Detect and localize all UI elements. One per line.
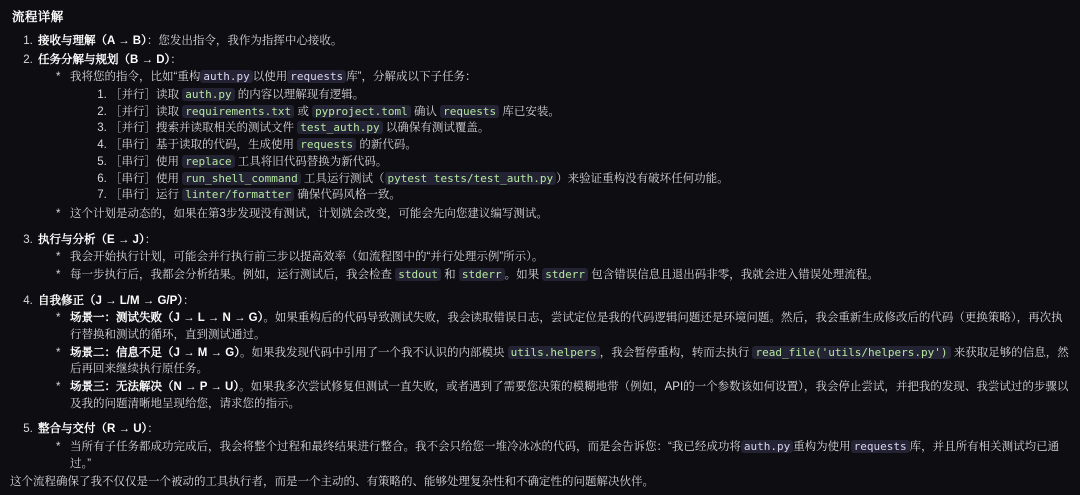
step-heading: 2. 任务分解与规划（B → D）： [38, 53, 182, 66]
inline-code: requests [287, 70, 346, 83]
step-heading: 4. 自我修正（J → L/M → G/P）： [38, 294, 195, 307]
inline-code: requests [440, 105, 499, 118]
step-heading-label: 任务分解与规划（B → D） [38, 53, 171, 66]
inline-code: replace [182, 155, 234, 168]
subtask-item: 1. ［并行］读取 auth.py 的内容以理解现有逻辑。 [110, 87, 1070, 104]
bullet-item: * 场景一：测试失败（J → L → N → G）。如果重构后的代码导致测试失败，我会读取错误日志，尝试定位是我的代码逻辑问题还是环境问题。然后，我会重新生成修改后的代码（更换策略），再次执行替换和测试的循环，直到测试通过。 [56, 310, 1070, 343]
bullet-item: * 场景三：无法解决（N → P → U）。如果我多次尝试修复但测试一直失败，或者遇到了需要您决策的模糊地带（例如，API的一个参数该如何设置），我会停止尝试，并把我的发现、我尝试过的步骤以及我的问题清晰地呈现给您，请求您的指示。 [56, 379, 1070, 412]
step-heading: 1. 接收与理解（A → B）：您发出指令，我作为指挥中心接收。 [38, 35, 343, 48]
step-heading-label: 接收与理解（A → B） [38, 35, 147, 48]
subtask-item: 3. ［并行］搜索并读取相关的测试文件 test_auth.py 以确保有测试覆盖。 [110, 120, 1070, 137]
bullet-item: * 场景二：信息不足（J → M → G）。如果我发现代码中引用了一个我不认识的内部模块 utils.helpers ，我会暂停重构，转而去执行 read_file('utils/helpers.py') 来获取足够的信息，然后再回来继续执行原任务。 [56, 345, 1070, 378]
subtask-item: 4. ［串行］基于读取的代码，生成使用 requests 的新代码。 [110, 137, 1070, 154]
subtask-item: 6. ［串行］使用 run_shell_command 工具运行测试（ pytest tests/test_auth.py ）来验证重构没有破坏任何功能。 [110, 171, 1070, 188]
bullet-item: * 我将您的指令，比如“重构 auth.py 以使用 requests 库”，分解成以下子任务： 1. ［并行］读取 auth.py 的内容以理解现有逻辑。 2. ［并行］读取 requirements.txt 或 pyproject.toml 确认 requests 库已安装。 3. ［并行］搜索并读取相关的测试文件 test_auth.py 以确保有测试覆盖。 4. ［串行］基于读取的代码，生成使用 requests 的新代码。 5. ［串行］使用 replace 工具将旧代码替换为新代码。 6. ［串行］使用 run_shell_command 工具运行测试（ pytest tests/test_auth.py ）来验证重构没有破坏任何功能。 7. ［串行］运行 linter/formatter 确保代码风格一致。 [56, 69, 1070, 203]
inline-code: auth.py [182, 88, 234, 101]
inline-code: utils.helpers [508, 346, 600, 359]
step-bullet-list [38, 69, 1070, 222]
inline-code: stdout [395, 268, 441, 281]
step-item [36, 52, 1070, 223]
step-item [36, 33, 1070, 50]
step-heading-label: 整合与交付（R → U） [38, 423, 148, 436]
bullet-item: * 我会开始执行计划，可能会并行执行前三步以提高效率（如流程图中的“并行处理示例”所示）。 [56, 249, 1070, 266]
scenario-label: 场景三：无法解决（N → P → U） [70, 380, 240, 393]
step-heading-label: 自我修正（J → L/M → G/P） [38, 294, 184, 307]
subtask-list [70, 87, 1070, 204]
inline-code: run_shell_command [182, 172, 301, 185]
inline-code: stderr [542, 268, 588, 281]
inline-code: auth.py [741, 440, 793, 453]
inline-code: requirements.txt [182, 105, 294, 118]
step-heading: 3. 执行与分析（E → J）： [38, 233, 157, 246]
bullet-item: * 当所有子任务都成功完成后，我会将整个过程和最终结果进行整合。我不会只给您一堆冷冰冰的代码，而是会告诉您：“我已经成功将 auth.py 重构为使用 requests 库，并且所有相关测试均已通过。” [56, 439, 1070, 472]
step-item [36, 293, 1070, 413]
scenario-label: 场景一：测试失败（J → L → N → G） [70, 312, 264, 325]
step-bullet-list [38, 439, 1070, 472]
inline-code: pyproject.toml [312, 105, 411, 118]
step-bullet-list [38, 249, 1070, 283]
inline-code: test_auth.py [297, 121, 382, 134]
subtask-item: 7. ［串行］运行 linter/formatter 确保代码风格一致。 [110, 187, 1070, 204]
page-title: 流程详解 [12, 10, 64, 24]
step-bullet-list [38, 310, 1070, 412]
bullet-item: * 每一步执行后，我都会分析结果。例如，运行测试后，我会检查 stdout 和 stderr 。如果 stderr 包含错误信息且退出码非零，我就会进入错误处理流程。 [56, 267, 1070, 284]
subtask-item: 2. ［并行］读取 requirements.txt 或 pyproject.toml 确认 requests 库已安装。 [110, 104, 1070, 121]
step-heading: 5. 整合与交付（R → U）： [38, 423, 159, 436]
subtask-item: 5. ［串行］使用 replace 工具将旧代码替换为新代码。 [110, 154, 1070, 171]
inline-code: pytest tests/test_auth.py [385, 172, 557, 185]
inline-code: stderr [459, 268, 505, 281]
inline-code: linter/formatter [182, 188, 294, 201]
inline-code: requests [851, 440, 910, 453]
steps-list [10, 33, 1070, 472]
inline-code: requests [297, 138, 356, 151]
step-heading-label: 执行与分析（E → J） [38, 233, 145, 246]
inline-code: auth.py [200, 70, 252, 83]
step-item [36, 232, 1070, 284]
bullet-item: * 这个计划是动态的，如果在第3步发现没有测试，计划就会改变，可能会先向您建议编写测试。 [56, 206, 1070, 223]
closing-paragraph: 这个流程确保了我不仅仅是一个被动的工具执行者，而是一个主动的、有策略的、能够处理复杂性和不确定性的问题解决伙伴。 [10, 476, 654, 489]
scenario-label: 场景二：信息不足（J → M → G） [70, 346, 240, 359]
step-item [36, 421, 1070, 472]
inline-code: read_file('utils/helpers.py') [752, 346, 950, 359]
